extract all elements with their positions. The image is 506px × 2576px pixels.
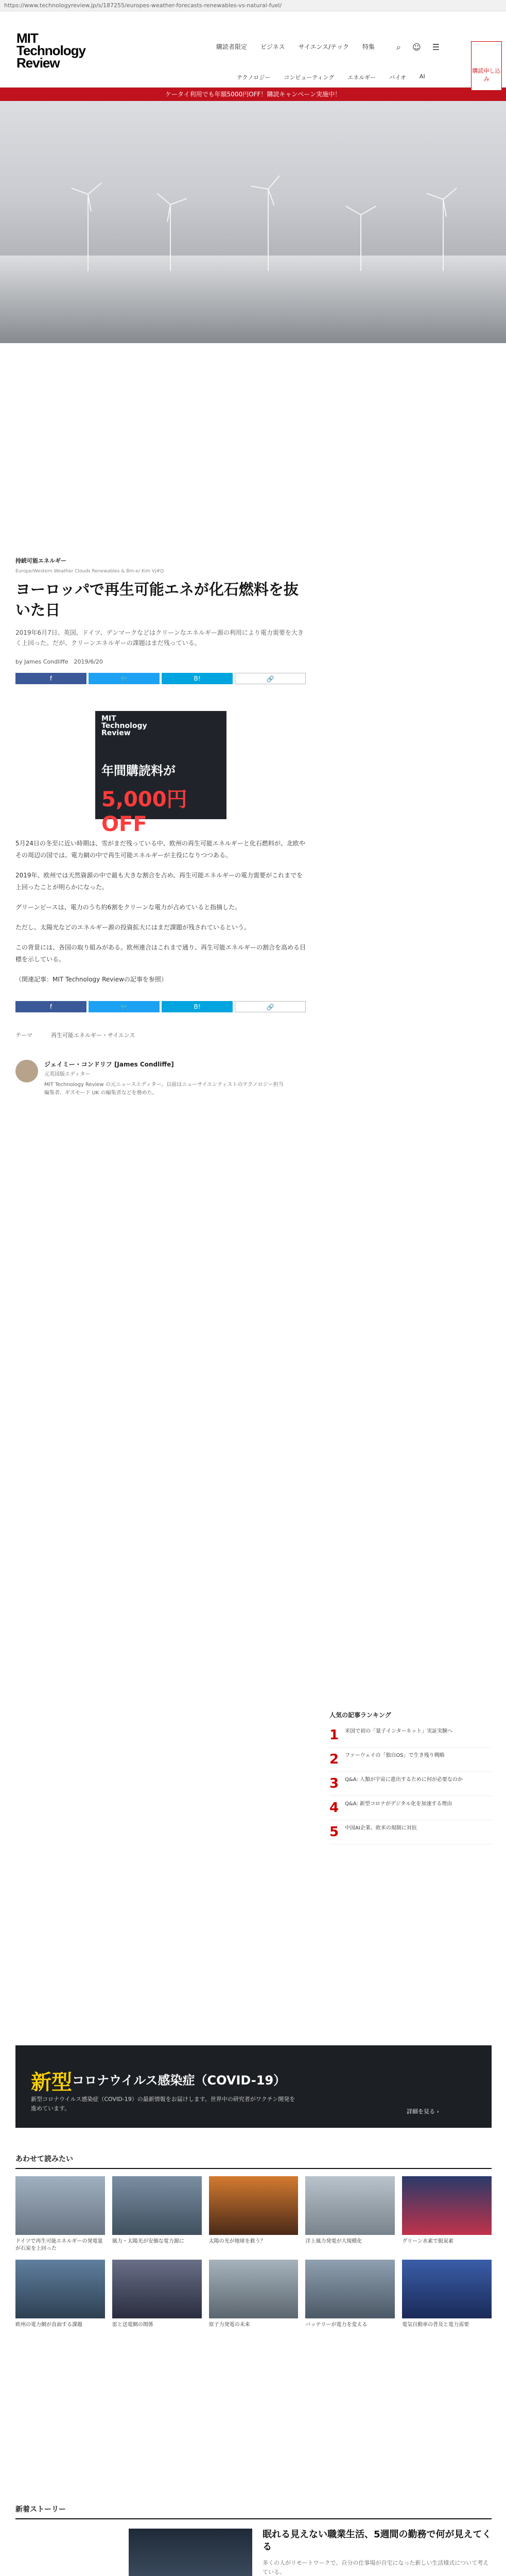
- paragraph: この背景には、各国の取り組みがある。欧州連合はこれまで通り、再生可能エネルギーの割合を高める目標を示している。: [15, 944, 306, 963]
- hatena-share-button[interactable]: B!: [162, 673, 233, 684]
- address-bar[interactable]: https://www.technologyreview.jp/s/187255/europes-weather-forecasts-renewables-vs-natural-fuel/: [0, 0, 506, 11]
- copy-link-button[interactable]: 🔗: [235, 673, 306, 684]
- article-body: [15, 838, 306, 986]
- paragraph: グリーンピースは、電力のうち約6割をクリーンな電力が占めていると指摘した。: [15, 904, 241, 911]
- related-card[interactable]: ドイツで再生可能エネルギーの発電量が石炭を上回った: [15, 2176, 105, 2252]
- sub-nav-item[interactable]: バイオ: [389, 74, 406, 81]
- menu-icon[interactable]: ☰: [432, 42, 440, 52]
- covid-banner[interactable]: [15, 2045, 492, 2128]
- related-card[interactable]: 風力・太陽光が安価な電力源に: [112, 2176, 202, 2252]
- ranking-heading: 人気の記事ランキング: [329, 1711, 391, 1719]
- site-logo[interactable]: MIT Technology Review: [16, 30, 85, 71]
- ranking-sidebar: [329, 1710, 492, 1844]
- header-icons: [396, 42, 440, 53]
- sub-nav-item[interactable]: テクノロジー: [237, 74, 271, 81]
- news-heading: 新着ストーリー: [15, 2504, 492, 2519]
- related-card[interactable]: 電気自動車の普及と電力需要: [402, 2260, 492, 2329]
- related-articles: [15, 2154, 492, 2329]
- related-card[interactable]: グリーン水素で脱炭素: [402, 2176, 492, 2252]
- nav-item[interactable]: ビジネス: [260, 43, 285, 50]
- avatar: [15, 1060, 38, 1082]
- tags: [15, 1031, 306, 1039]
- tag[interactable]: 再生可能エネルギー・サイエンス: [51, 1032, 135, 1039]
- banner-desc: 新型コロナウイルス感染症（COVID-19）の最新情報をお届けします。世界中の研究者がワクチン開発を進めています。: [31, 2096, 295, 2112]
- subscription-ad[interactable]: [95, 711, 226, 836]
- paragraph: （関連記事：MIT Technology Reviewの記事を参照）: [15, 976, 167, 983]
- ranking-item[interactable]: 4 Q&A: 新型コロナがデジタル化を加速する理由: [329, 1796, 492, 1820]
- twitter-share-button[interactable]: 🐦: [89, 1001, 160, 1012]
- hero-image: [0, 101, 506, 343]
- site-header: [0, 11, 506, 88]
- author-desc: MIT Technology Review の元ニュースエディター。以前はニューサイエンティストのテクノロジー担当編集者、ギズモード UK の編集者などを務めた。: [44, 1082, 284, 1096]
- category-label[interactable]: 持続可能エネルギー: [15, 557, 66, 564]
- ranking-item[interactable]: 2 ファーウェイの「独自OS」で生き残り戦略: [329, 1748, 492, 1772]
- ranking-item[interactable]: 3 Q&A: 人類が宇宙に進出するために何が必要なのか: [329, 1772, 492, 1796]
- byline: by James Condliffe 2019/6/20: [15, 658, 103, 665]
- share-buttons: [15, 673, 306, 684]
- nav-item[interactable]: サイエンス/テック: [298, 43, 350, 50]
- author-box: [15, 1060, 306, 1097]
- ad-logo: MIT Technology Review: [101, 715, 147, 737]
- banner-title-2: コロナウイルス感染症（COVID-19）: [72, 2073, 286, 2088]
- facebook-share-button[interactable]: f: [15, 1001, 86, 1012]
- author-role: 元英国版エディター: [44, 1072, 91, 1077]
- ranking-item[interactable]: 1 米国で初の「量子インターネット」実証実験へ: [329, 1723, 492, 1748]
- related-card[interactable]: バッテリーが電力を変える: [305, 2260, 395, 2329]
- nav-item[interactable]: 特集: [362, 43, 375, 50]
- ad-line2: 5,000円OFF: [101, 788, 187, 836]
- banner-link[interactable]: 詳細を見る ›: [407, 2108, 439, 2115]
- sub-nav: [237, 73, 425, 81]
- main-nav: [216, 42, 375, 51]
- facebook-share-button[interactable]: f: [15, 673, 86, 684]
- related-card[interactable]: 雷と送電網の関係: [112, 2260, 202, 2329]
- sub-nav-item[interactable]: コンピューティング: [284, 74, 335, 81]
- article: [15, 556, 306, 1097]
- user-icon[interactable]: ☺: [412, 42, 421, 52]
- related-card[interactable]: 洋上風力発電が大規模化: [305, 2176, 395, 2252]
- article-title: ヨーロッパで再生可能エネが化石燃料を抜いた日: [15, 581, 299, 619]
- ranking-item[interactable]: 5 中国AI企業、欧米の規制に対抗: [329, 1820, 492, 1844]
- related-card[interactable]: 原子力発電の未来: [209, 2260, 299, 2329]
- paragraph: 5月24日の冬至に近い時期は、雪がまだ残っている中、欧州の再生可能エネルギーと化石燃料が、北欧やその周辺の国では、電力網の中で再生可能エネルギーが主役になりつつある。: [15, 840, 305, 859]
- article-lede: 2019年6月7日、英国、ドイツ、デンマークなどはクリーンなエネルギー源の利用により電力需要を大きく上回った。だが、クリーンエネルギーの課題はまだ残っている。: [15, 629, 304, 647]
- subscribe-button[interactable]: 購読申し込み: [471, 41, 502, 91]
- banner-title-1: 新型: [31, 2071, 72, 2094]
- photo-credit: Europe/Western Weather Clouds Renewables & Bm-e/ Kim Vj#Q: [15, 569, 164, 574]
- hatena-share-button[interactable]: B!: [162, 1001, 233, 1012]
- news-list: [129, 2519, 492, 2576]
- story-item[interactable]: 眠れる見えない職業生活、5週間の勤務で何が見えてくる 多くの人がリモートワークで、自分の仕事場が自宅になった新しい生活様式について考えている。: [129, 2519, 492, 2576]
- tag[interactable]: テーマ: [15, 1032, 32, 1039]
- twitter-share-button[interactable]: 🐦: [89, 673, 160, 684]
- news-section: [15, 2504, 492, 2576]
- copy-link-button[interactable]: 🔗: [235, 1001, 306, 1012]
- author-name[interactable]: ジェイミー・コンドリフ [James Condliffe]: [44, 1061, 174, 1068]
- nav-item[interactable]: 購読者限定: [216, 43, 248, 50]
- sub-nav-item[interactable]: エネルギー: [347, 74, 376, 81]
- ad-line1: 年間購読料が: [101, 764, 176, 778]
- paragraph: 2019年、欧州では天然資源の中で最も大きな割合を占め、再生可能エネルギーの電力需要がこれまでを上回ったことが明らかになった。: [15, 872, 303, 891]
- related-card[interactable]: 太陽の光が地球を救う？: [209, 2176, 299, 2252]
- related-heading: あわせて読みたい: [15, 2154, 492, 2169]
- related-card[interactable]: 欧州の電力網が直面する課題: [15, 2260, 105, 2329]
- sub-nav-item[interactable]: AI: [419, 73, 425, 80]
- promo-banner[interactable]: ケータイ利用でも年額5000円OFF！購読キャンペーン実施中！: [0, 88, 506, 101]
- search-icon[interactable]: ⌕: [396, 42, 401, 52]
- share-buttons-bottom: [15, 1001, 306, 1012]
- paragraph: ただし、太陽光などのエネルギー源の投資拡大にはまだ課題が残されているという。: [15, 924, 251, 931]
